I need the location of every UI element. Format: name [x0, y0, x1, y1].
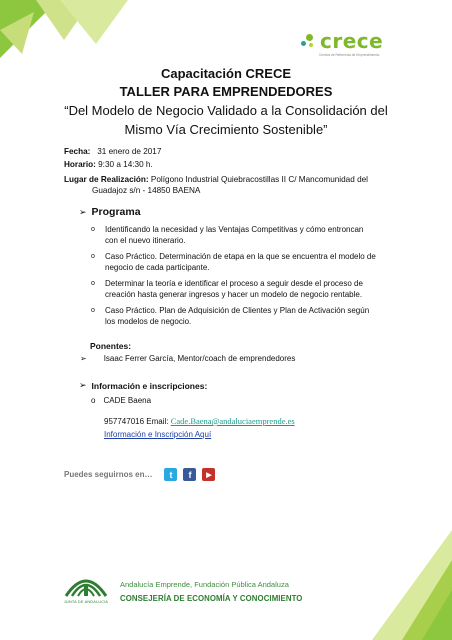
phone-email-prefix: 957747016 Email:: [104, 417, 169, 426]
date-value: 31 enero de 2017: [97, 147, 162, 156]
corner-decoration-bottom-right: [362, 530, 452, 640]
circle-bullet-icon: o: [91, 307, 95, 314]
date-row: [64, 146, 161, 157]
crece-logo: [300, 30, 383, 56]
program-item-line: Identificando la necesidad y las Ventajas Competitivas y cómo entroncan: [105, 225, 364, 234]
location-row: [64, 174, 394, 196]
email-link[interactable]: Cade.Baena@andaluciaemprende.es: [170, 416, 295, 426]
social-row: [64, 468, 215, 481]
quote-title: [0, 101, 452, 139]
info-center-name: CADE Baena: [103, 396, 152, 405]
junta-emblem-icon: [60, 570, 112, 600]
logo-wordmark: crece: [320, 29, 384, 53]
page-title: Capacitación CRECE: [160, 66, 292, 81]
circle-bullet-icon: o: [91, 253, 95, 260]
arrow-bullet-icon: ➢: [80, 354, 87, 363]
logo-dots-icon: [300, 30, 320, 52]
circle-bullet-icon: o: [91, 396, 96, 405]
info-heading: [79, 380, 207, 391]
quote-line: “Del Modelo de Negocio Validado a la Consolidación del: [64, 103, 388, 118]
location-line: Guadajoz s/n - 14850 BAENA: [92, 186, 201, 195]
quote-line: Mismo Vía Crecimiento Sostenible”: [124, 122, 328, 137]
program-item-line: con el nuevo itinerario.: [105, 236, 186, 245]
footer-ministry: CONSEJERÍA DE ECONOMÍA Y CONOCIMIENTO: [120, 594, 303, 603]
program-item-line: Determinar la teoría e identificar el proceso a seguir desde el proceso de: [105, 279, 363, 288]
contact-line: [104, 416, 295, 426]
logo-tagline: Centros de Referencia de Emprendimiento: [319, 53, 380, 57]
program-item-line: los modelos de negocio.: [105, 317, 192, 326]
social-label: Puedes seguirnos en…: [64, 470, 153, 479]
twitter-icon[interactable]: t: [164, 468, 177, 481]
program-item-line: creación hasta generar ingresos y hacer un modelo de negocio rentable.: [105, 290, 363, 299]
circle-bullet-icon: o: [91, 226, 95, 233]
date-label: Fecha:: [64, 147, 91, 156]
info-center-item: [91, 396, 151, 405]
program-item: [91, 251, 391, 273]
circle-bullet-icon: o: [91, 280, 95, 287]
page-subtitle: TALLER PARA EMPRENDEDORES: [119, 84, 333, 99]
junta-andalucia-logo: [60, 570, 112, 610]
program-item: [91, 305, 391, 327]
program-heading: [79, 206, 141, 218]
speaker-name: Isaac Ferrer García, Mentor/coach de emprendedores: [103, 354, 296, 363]
speakers-heading: Ponentes:: [90, 341, 132, 351]
emblem-caption: JUNTA DE ANDALUCIA: [63, 600, 109, 604]
registration-link[interactable]: Información e Inscripción Aquí: [104, 430, 212, 439]
schedule-row: [64, 159, 153, 170]
youtube-icon[interactable]: ▶: [202, 468, 215, 481]
program-item: [91, 278, 391, 300]
location-label: Lugar de Realización:: [64, 175, 149, 184]
program-item-line: Caso Práctico. Determinación de etapa en la que se encuentra el modelo de: [105, 252, 376, 261]
footer-org-name: Andalucía Emprende, Fundación Pública Andaluza: [120, 580, 289, 589]
schedule-value: 9:30 a 14:30 h.: [98, 160, 153, 169]
facebook-icon[interactable]: f: [183, 468, 196, 481]
corner-decoration-top-left: [0, 0, 130, 70]
program-item-line: negocio de cada participante.: [105, 263, 210, 272]
arrow-bullet-icon: ➢: [79, 206, 87, 217]
program-item-line: Caso Práctico. Plan de Adquisición de Clientes y Plan de Activación según: [105, 306, 370, 315]
arrow-bullet-icon: ➢: [79, 380, 87, 390]
schedule-label: Horario:: [64, 160, 96, 169]
info-heading-label: Información e inscripciones:: [91, 380, 208, 391]
location-line: Polígono Industrial Quiebracostillas II C/ Mancomunidad del: [150, 175, 368, 184]
program-item: [91, 224, 391, 246]
program-heading-label: Programa: [91, 206, 141, 218]
speaker-item: [80, 354, 295, 363]
